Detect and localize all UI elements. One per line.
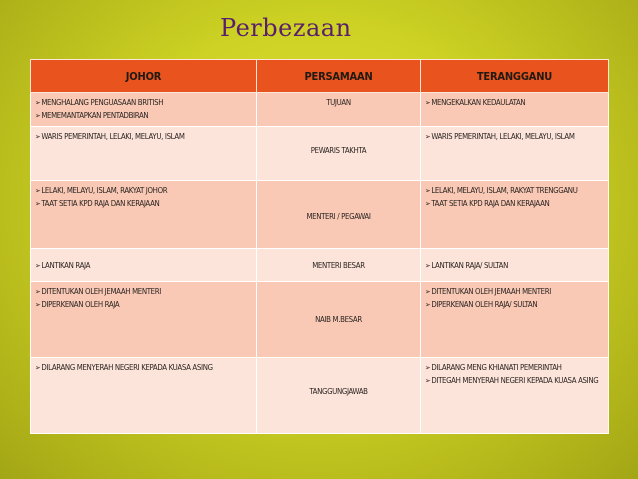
bullet-item [35,363,213,372]
bullet-item [35,185,252,198]
persamaan-text: NAIB M.BESAR [315,315,362,324]
table-row-tujuan [31,93,609,127]
header-terengganu: TERANGGANU [421,60,609,93]
comparison-table-container [30,59,608,434]
terengganu-cell [421,282,609,358]
bullet-text: DIPERKENAN OLEH RAJA/ SULTAN [431,299,538,309]
arrow-bullet-icon: ➢ [35,110,41,120]
table-row-menteri-pegawai [31,181,609,249]
arrow-bullet-icon: ➢ [35,186,41,195]
bullet-text: DILARANG MENG KHIANATI PEMERINTAH [431,363,562,372]
persamaan-text: PEWARIS TAKHTA [310,146,367,155]
arrow-bullet-icon: ➢ [425,186,431,195]
bullet-item [35,198,252,211]
persamaan-text: MENTERI BESAR [312,260,365,270]
arrow-bullet-icon: ➢ [35,98,41,107]
table-row-naib-mbesar [31,282,609,358]
header-persamaan: PERSAMAAN [257,60,421,93]
bullet-text: MENGEKALKAN KEDAULATAN [431,98,526,107]
arrow-bullet-icon: ➢ [425,287,431,296]
bullet-text: DITEGAH MENYERAH NEGERI KEPADA KUASA ASING [431,375,599,385]
bullet-item [425,286,604,299]
bullet-text: DILARANG MENYERAH NEGERI KEPADA KUASA ASING [41,363,213,372]
slide-title: Perbezaan [220,14,352,42]
terengganu-cell [421,358,609,434]
bullet-item [35,97,252,110]
bullet-item [35,286,252,299]
persamaan-cell [257,93,421,127]
persamaan-text: TANGGUNGJAWAB [309,387,368,396]
bullet-text: LELAKI, MELAYU, ISLAM, RAKYAT JOHOR [41,186,168,195]
bullet-text: LANTIKAN RAJA/ SULTAN [431,260,508,270]
persamaan-cell [257,282,421,358]
bullet-text: DIPERKENAN OLEH RAJA [41,299,120,309]
arrow-bullet-icon: ➢ [425,260,431,270]
johor-cell [31,127,257,181]
bullet-item [425,132,575,141]
bullet-item [425,362,604,375]
persamaan-cell [257,249,421,282]
bullet-item [35,260,252,273]
arrow-bullet-icon: ➢ [35,363,41,372]
bullet-text: MEMEMANTAPKAN PENTADBIRAN [41,110,149,120]
terengganu-cell [421,127,609,181]
bullet-text: WARIS PEMERINTAH, LELAKI, MELAYU, ISLAM [431,132,575,141]
arrow-bullet-icon: ➢ [425,299,431,309]
persamaan-cell [257,181,421,249]
persamaan-text: MENTERI / PEGAWAI [306,212,371,221]
bullet-text: WARIS PEMERINTAH, LELAKI, MELAYU, ISLAM [41,132,185,141]
bullet-item [425,299,604,312]
bullet-text: TAAT SETIA KPD RAJA DAN KERAJAAN [41,198,160,208]
arrow-bullet-icon: ➢ [425,98,431,107]
terengganu-cell [421,93,609,127]
arrow-bullet-icon: ➢ [425,375,431,385]
persamaan-text: TUJUAN [326,98,351,107]
table-row-menteri-besar [31,249,609,282]
bullet-text: DITENTUKAN OLEH JEMAAH MENTERI [431,287,552,296]
comparison-table [30,59,609,434]
header-johor: JOHOR [31,60,257,93]
bullet-item [35,299,252,312]
persamaan-cell [257,358,421,434]
bullet-text: LELAKI, MELAYU, ISLAM, RAKYAT TRENGGANU [431,186,578,195]
johor-cell [31,181,257,249]
arrow-bullet-icon: ➢ [35,198,41,208]
bullet-text: DITENTUKAN OLEH JEMAAH MENTERI [41,287,162,296]
terengganu-cell [421,249,609,282]
terengganu-cell [421,181,609,249]
arrow-bullet-icon: ➢ [425,363,431,372]
bullet-item [425,97,604,110]
arrow-bullet-icon: ➢ [35,260,41,270]
bullet-text: MENGHALANG PENGUASAAN BRITISH [41,98,164,107]
bullet-item [425,185,604,198]
johor-cell [31,93,257,127]
table-row-tanggungjawab [31,358,609,434]
arrow-bullet-icon: ➢ [35,132,41,141]
bullet-text: TAAT SETIA KPD RAJA DAN KERAJAAN [431,198,550,208]
table-row-pewaris-takhta [31,127,609,181]
johor-cell [31,249,257,282]
persamaan-cell [257,127,421,181]
arrow-bullet-icon: ➢ [35,287,41,296]
arrow-bullet-icon: ➢ [35,299,41,309]
table-header-row [31,60,609,93]
bullet-item [425,375,604,388]
arrow-bullet-icon: ➢ [425,132,431,141]
bullet-item [425,198,604,211]
bullet-text: LANTIKAN RAJA [41,260,91,270]
arrow-bullet-icon: ➢ [425,198,431,208]
johor-cell [31,282,257,358]
bullet-item [425,260,604,273]
bullet-item [35,110,252,123]
bullet-item [35,131,252,144]
johor-cell [31,358,257,434]
